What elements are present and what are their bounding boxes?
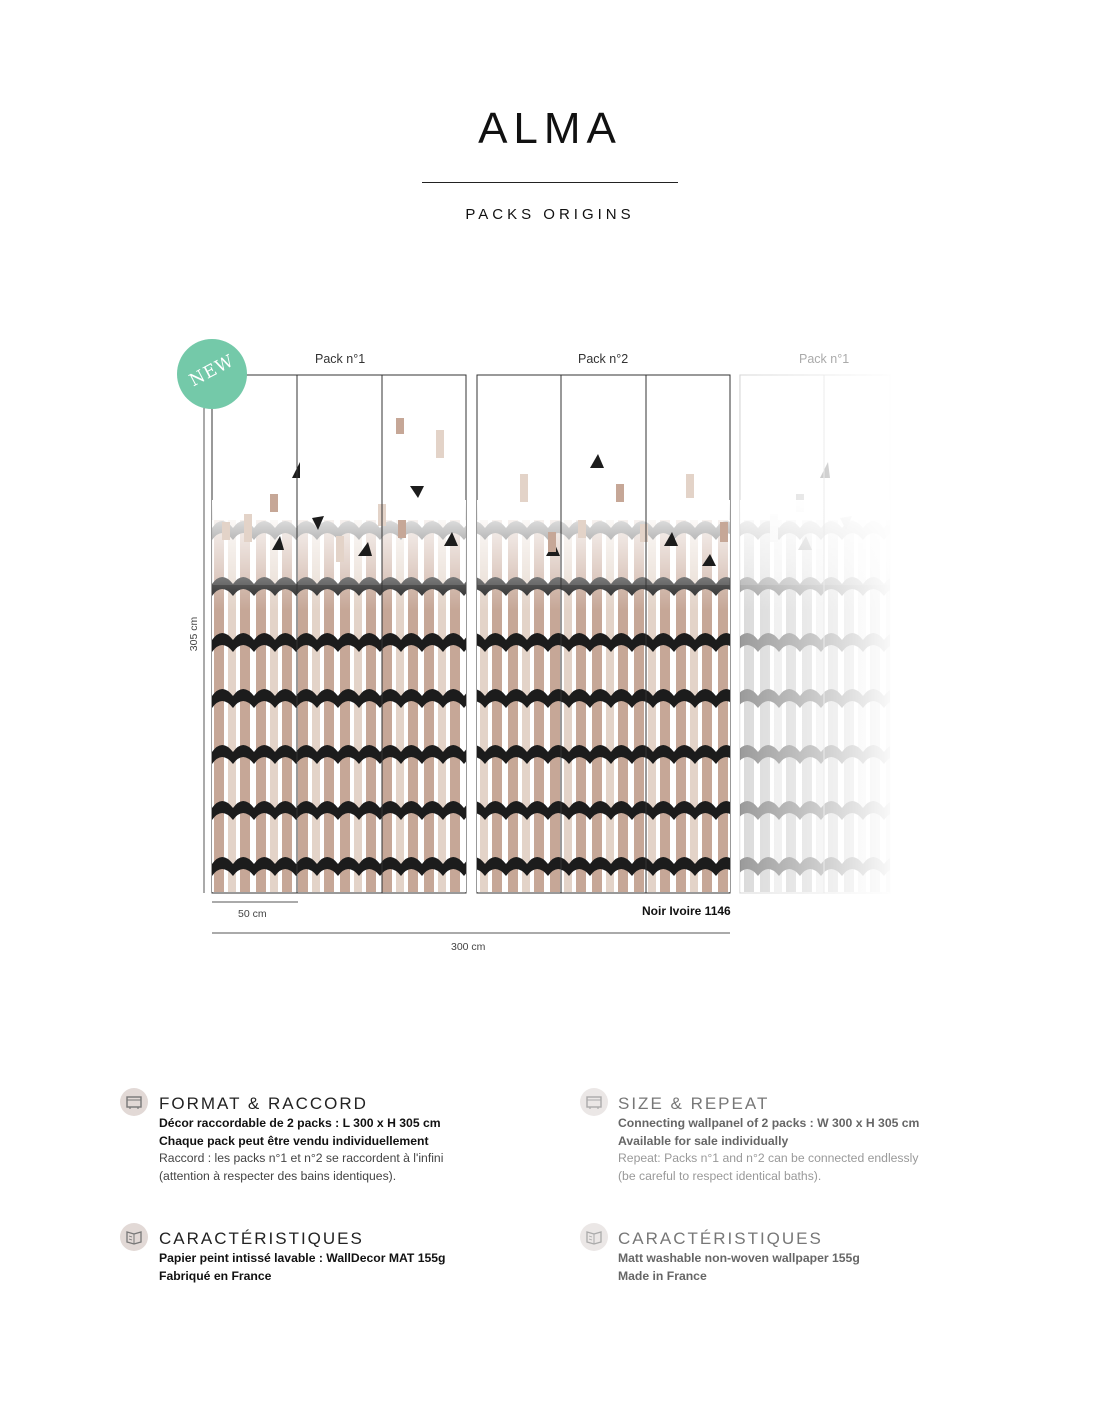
format-line-en-4: (be careful to respect identical baths). <box>618 1168 822 1183</box>
book-icon <box>120 1223 148 1251</box>
specs-line-fr-2: Fabriqué en France <box>159 1268 272 1283</box>
specs-title-fr: CARACTÉRISTIQUES <box>159 1229 364 1248</box>
format-line-fr-4: (attention à respecter des bains identiques). <box>159 1168 397 1183</box>
format-lines-fr <box>159 1115 443 1185</box>
format-line-en-2: Available for sale individually <box>618 1133 789 1148</box>
format-lines-en <box>618 1115 919 1185</box>
wallpaper-roll-icon <box>120 1088 148 1116</box>
total-width-label: 300 cm <box>451 941 486 953</box>
page-subtitle: PACKS ORIGINS <box>465 206 635 223</box>
new-badge-text: NEW <box>186 350 238 392</box>
specs-line-fr-1: Papier peint intissé lavable : WallDecor MAT 155g <box>159 1251 446 1265</box>
colorway-label: Noir Ivoire 1146 <box>642 904 731 918</box>
pack-1-repeat-panel <box>740 370 900 900</box>
specs-line-en-1: Matt washable non-woven wallpaper 155g <box>618 1251 860 1265</box>
strip-width-label: 50 cm <box>238 908 267 920</box>
format-line-en-3: Repeat: Packs n°1 and n°2 can be connected endlessly <box>618 1151 919 1165</box>
pack-label-2: Pack n°2 <box>578 352 629 366</box>
format-title-en: SIZE & REPEAT <box>618 1094 770 1113</box>
height-label: 305 cm <box>188 616 200 652</box>
page-title: ALMA <box>478 104 622 153</box>
specs-lines-fr <box>159 1250 446 1285</box>
specs-title-en: CARACTÉRISTIQUES <box>618 1229 823 1248</box>
format-line-fr-3: Raccord : les packs n°1 et n°2 se raccordent à l'infini <box>159 1151 444 1165</box>
format-line-fr-2: Chaque pack peut être vendu individuellement <box>159 1133 429 1148</box>
pack-label-1: Pack n°1 <box>315 352 366 366</box>
format-line-en-1: Connecting wallpanel of 2 packs : W 300 x H 305 cm <box>618 1116 920 1130</box>
pack-label-3: Pack n°1 <box>799 352 850 366</box>
book-icon <box>580 1223 608 1251</box>
new-badge <box>177 339 247 409</box>
pack-2-panel <box>477 375 730 893</box>
pack-1-panel <box>212 375 466 893</box>
specs-lines-en <box>618 1250 860 1285</box>
wallpaper-roll-icon <box>580 1088 608 1116</box>
format-title-fr: FORMAT & RACCORD <box>159 1094 368 1113</box>
format-line-fr-1: Décor raccordable de 2 packs : L 300 x H 305 cm <box>159 1116 441 1130</box>
specs-line-en-2: Made in France <box>618 1268 707 1283</box>
